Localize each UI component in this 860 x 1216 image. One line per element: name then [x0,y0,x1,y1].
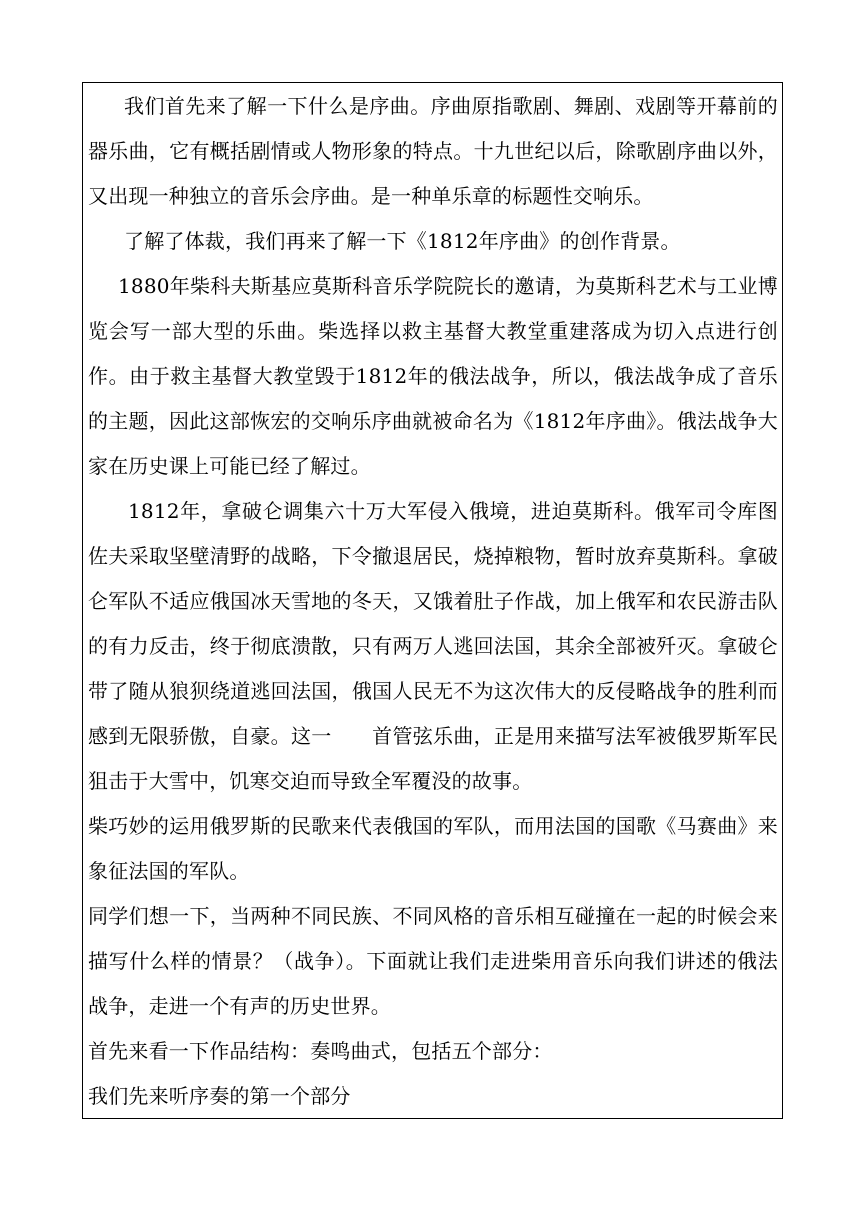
paragraph-war-history: 1812年，拿破仑调集六十万大军侵入俄境，进迫莫斯科。俄军司令库图佐夫采取坚壁清野的战略，下令撤退居民，烧掉粮物，暂时放弃莫斯科。拿破仑军队不适应俄国冰天雪地的冬天，又饿着肚子作战，加上俄军和农民游击队的有力反击，终于彻底溃散，只有两万人逃回法国，其余全部被歼灭。拿破仑带了随从狼狈绕道逃回法国，俄国人民无不为这次伟大的反侵略战争的胜利而感到无限骄傲，自豪。这一 首管弦乐曲，正是用来描写法军被俄罗斯军民狙击于大雪中，饥寒交迫而导致全军覆没的故事。 [88,499,778,793]
paragraph-work-structure: 首先来看一下作品结构：奏鸣曲式，包括五个部分： [88,1039,553,1063]
paragraph-students-question: 同学们想一下，当两种不同民族、不同风格的音乐相互碰撞在一起的时候会来描写什么样的情景？（战争）。下面就让我们走进柴用音乐向我们讲述的俄法战争，走进一个有声的历史世界。 [88,904,778,1018]
document-body [88,84,778,1119]
paragraph-listen-intro: 我们先来听序奏的第一个部分 [88,1084,351,1108]
paragraph-genre-transition: 了解了体裁，我们再来了解一下《1812年序曲》的创作背景。 [124,229,681,253]
paragraph-folk-song-anthem: 柴巧妙的运用俄罗斯的民歌来代表俄国的军队，而用法国的国歌《马赛曲》来象征法国的军队。 [88,814,778,883]
paragraph-creation-background: 1880年柴科夫斯基应莫斯科音乐学院院长的邀请，为莫斯科艺术与工业博览会写一部大型的乐曲。柴选择以救主基督大教堂重建落成为切入点进行创作。由于救主基督大教堂毁于1812年的俄法战争，所以，俄法战争成了音乐的主题，因此这部恢宏的交响乐序曲就被命名为《1812年序曲》。俄法战争大家在历史课上可能已经了解过。 [88,274,778,478]
paragraph-overture-definition: 我们首先来了解一下什么是序曲。序曲原指歌剧、舞剧、戏剧等开幕前的器乐曲，它有概括剧情或人物形象的特点。十九世纪以后，除歌剧序曲以外，又出现一种独立的音乐会序曲。是一种单乐章的标题性交响乐。 [88,94,778,208]
